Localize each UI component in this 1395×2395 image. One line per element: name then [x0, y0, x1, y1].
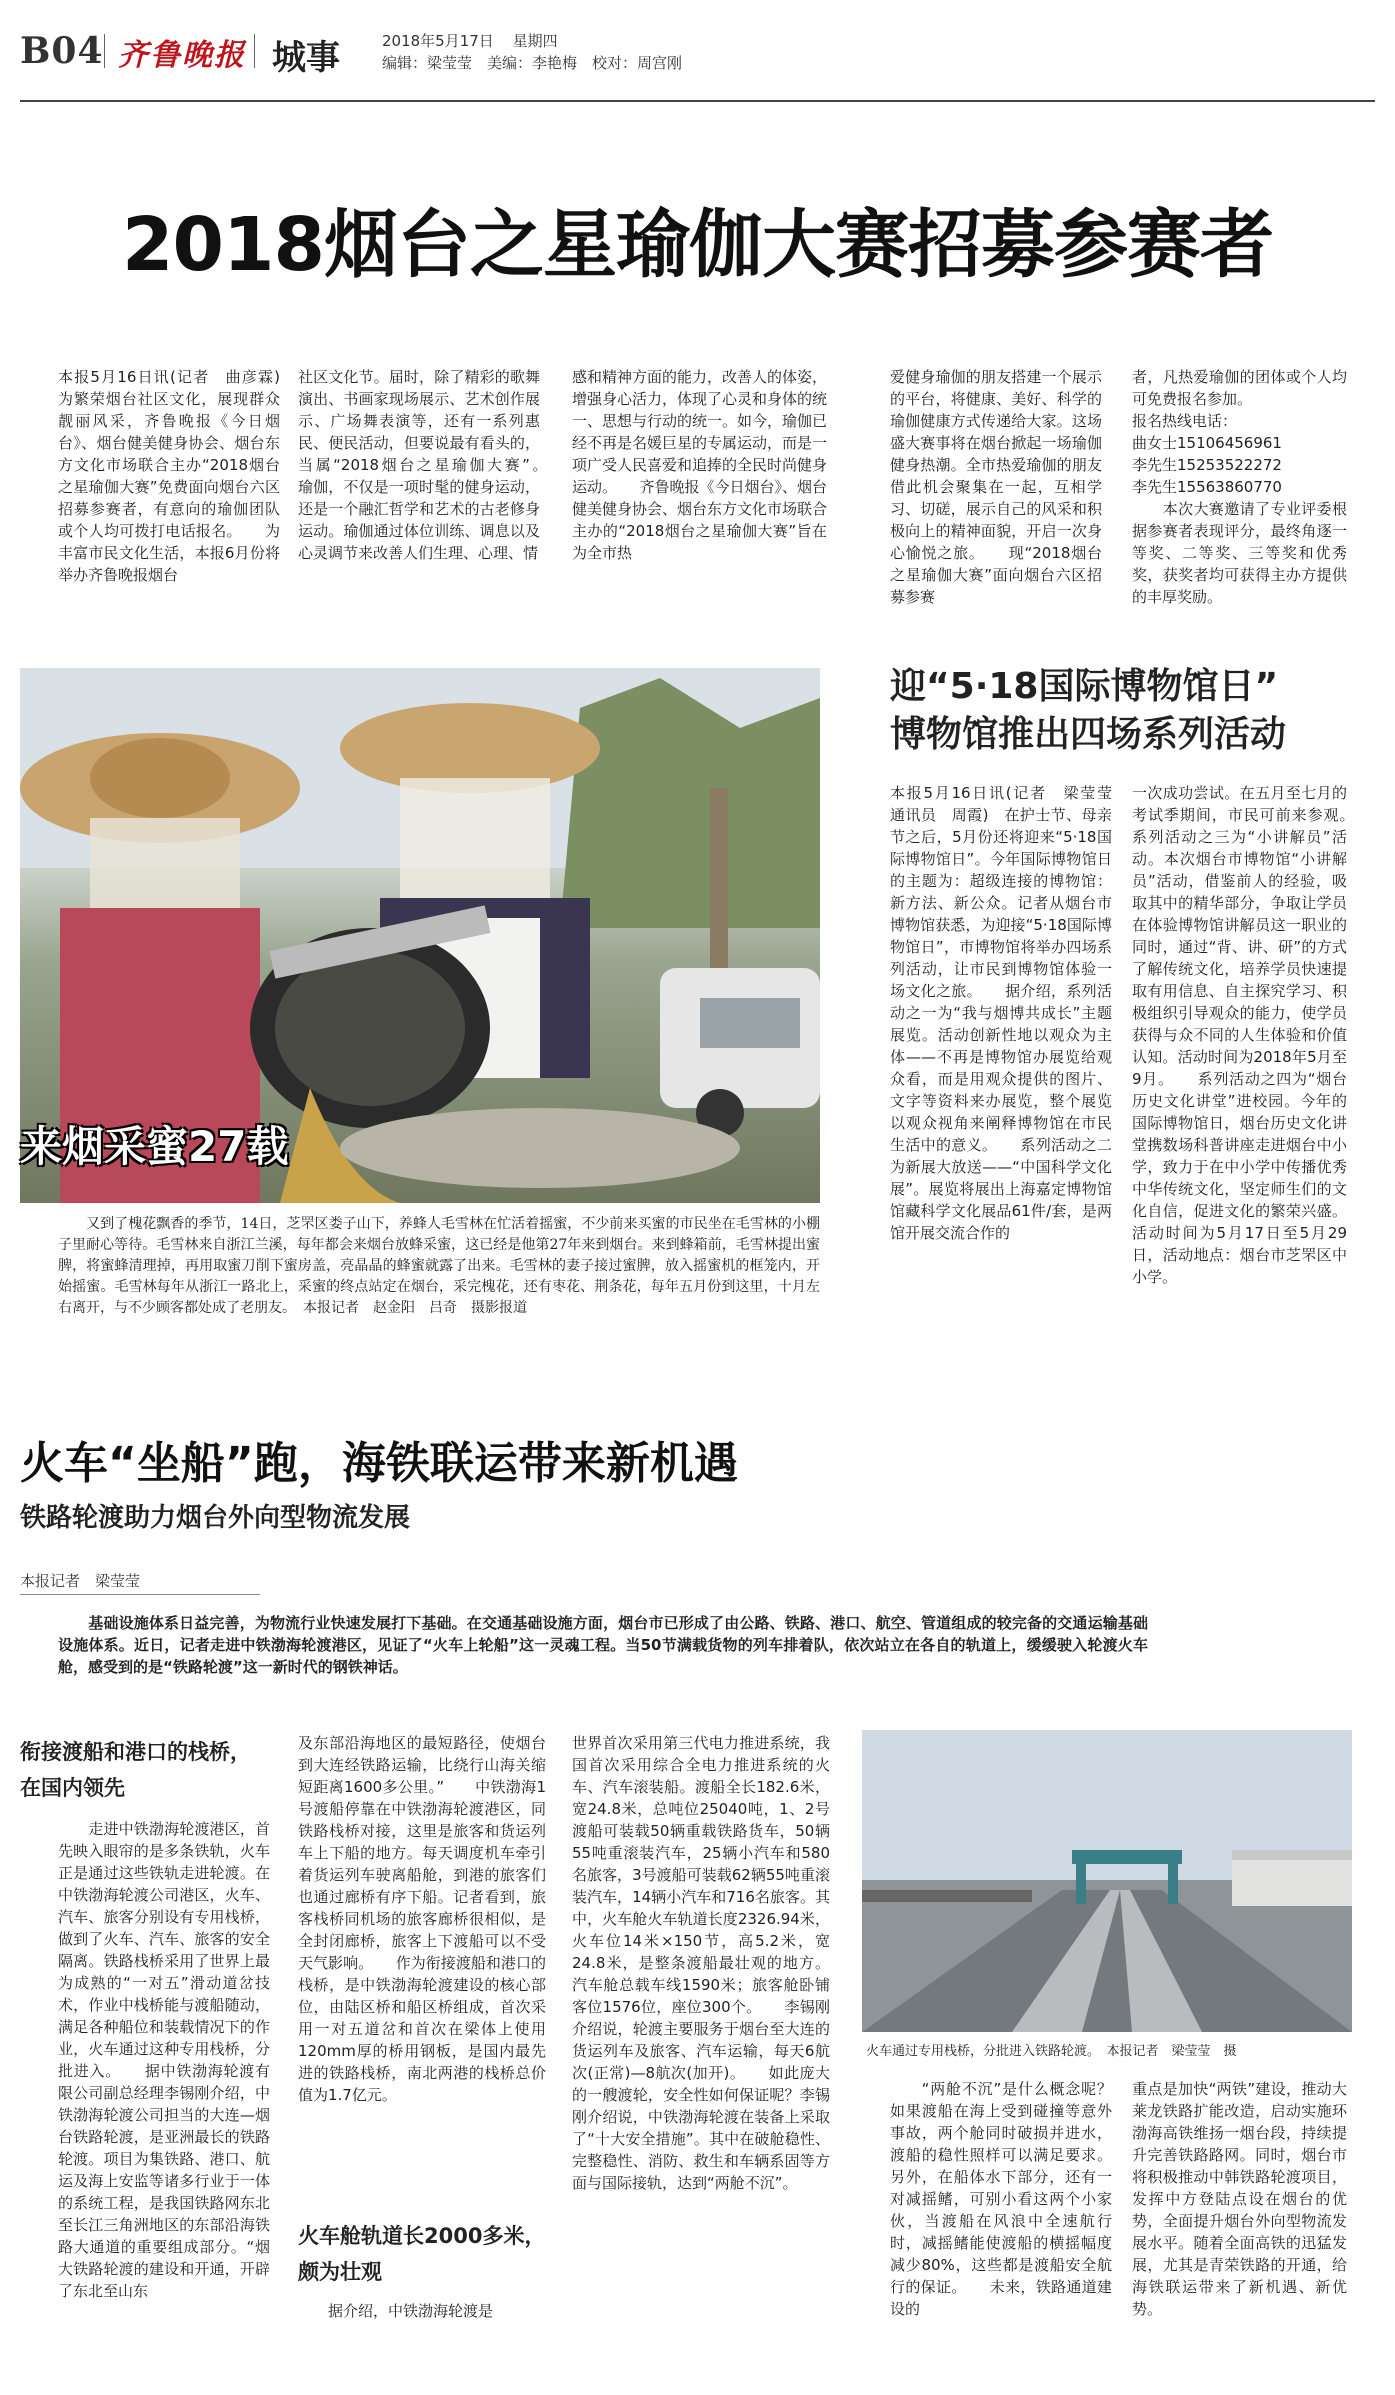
beekeeper-caption — [58, 1214, 820, 1364]
railferry-col-2b — [298, 2300, 546, 2340]
byline-rule — [20, 1594, 260, 1595]
railferry-sub1: 衔接渡船和港口的栈桥，在国内领先 — [20, 1740, 251, 1800]
museum-col-b — [1132, 782, 1378, 1374]
railferry-lead — [58, 1612, 1148, 1692]
museum-headline-1: 迎“5·18国际博物馆日” — [890, 666, 1279, 707]
railferry-col-1 — [58, 1818, 270, 2338]
railferry-col-2 — [298, 1732, 546, 2202]
phone-3: 李先生15563860770 — [1132, 478, 1282, 496]
railferry-text-1: 走进中铁渤海轮渡港区，首先映入眼帘的是多条铁轨，火车正是通过这些铁轨走进轮渡。在中铁渤海轮渡公司港区，火车、汽车、旅客分别设有专用栈桥，做到了火车、汽车、旅客的安全隔离。铁路栈桥采用了世界上最为成熟的“一对五”滑动道岔技术，作业中栈桥能与渡船随动，满足各种船位和装载情况下的作业，火车通过这种专用栈桥，分批进入。 据中铁渤海轮渡有限公司副总经理李锡刚介绍，中铁渤海轮渡公司担当的大连—烟台铁路轮渡，是亚洲最长的铁路轮渡。项目为集铁路、港口、航运及海上安监等诸多行业于一体的系统工程，是我国铁路网东北至长江三角洲地区的东部沿海铁路大通道的重要组成部分。“烟大铁路轮渡的建设和开通，开辟了东北至山东 — [58, 1820, 270, 2300]
editor-credits: 编辑：梁莹莹 美编：李艳梅 校对：周宫刚 — [382, 54, 683, 72]
yoga-text-1: 本报5月16日讯(记者 曲彦霖) 为繁荣烟台社区文化，展现群众靓丽风采，齐鲁晚报《今日烟台》、烟台健美健身协会、烟台东方文化市场联合主办“2018烟台之星瑜伽大赛”免费面向烟台六区招募参赛者，有意向的瑜伽团队或个人均可拨打电话报名。 为丰富市民文化生活，本报6月份将举办齐鲁晚报烟台 — [58, 368, 296, 584]
railferry-byline: 本报记者 梁莹莹 — [20, 1572, 141, 1590]
rail-bridge-caption: 火车通过专用栈桥，分批进入铁路轮渡。 本报记者 梁莹莹 摄 — [866, 2044, 1237, 2059]
railferry-headline: 火车“坐船”跑，海铁联运带来新机遇 — [20, 1438, 738, 1489]
photo-overlay-title: 来烟采蜜27载 — [20, 1122, 289, 1171]
yoga-col-4 — [890, 366, 1102, 606]
hotline-label: 报名热线电话： — [1132, 412, 1238, 430]
yoga-col-1 — [58, 366, 296, 606]
yoga-text-5a: 者，凡热爱瑜伽的团体或个人均可免费报名参加。 — [1132, 368, 1347, 408]
yoga-text-5b: 本次大赛邀请了专业评委根据参赛者表现评分，最终角逐一等奖、二等奖、三等奖和优秀奖，获奖者均可获得主办方提供的丰厚奖励。 — [1132, 500, 1347, 606]
railferry-text-5: 重点是加快“两铁”建设，推动大莱龙铁路扩能改造，启动实施环渤海高铁维扬一烟台段，持续提升完善铁路路网。同时，烟台市将积极推动中韩铁路轮渡项目，发挥中方登陆点设在烟台的优势，全面提升烟台外向型物流发展水平。随着全面高铁的迅猛发展，尤其是青荣铁路的开通，给海铁联运带来了新机遇、新优势。 — [1132, 2080, 1347, 2318]
yoga-text-3: 感和精神方面的能力，改善人的体姿，增强身心活力，体现了心灵和身体的统一、思想与行动的统一。如今，瑜伽已经不再是名媛巨星的专属运动，而是一项广受人民喜爱和追捧的全民时尚健身运动。 齐鲁晚报《今日烟台》、烟台健美健身协会、烟台东方文化市场联合主办的“2018烟台之星瑜伽大赛”旨在为全市热 — [572, 368, 828, 562]
railferry-text-2b: 据介绍，中铁渤海轮渡是 — [298, 2302, 494, 2320]
masthead-divider — [104, 34, 105, 68]
railferry-subhead: 铁路轮渡助力烟台外向型物流发展 — [20, 1503, 411, 1533]
railferry-text-4: “两舱不沉”是什么概念呢？如果渡船在海上受到碰撞等意外事故，两个舱同时破损并进水，渡船的稳性照样可以满足要求。另外，在船体水下部分，还有一对减摇鳍，可别小看这两个小家伙，当渡船在风浪中全速航行时，减摇鳍能使渡船的横摇幅度减少80%，这些都是渡船安全航行的保证。 未来，铁路通道建设的 — [890, 2080, 1112, 2318]
railferry-lead-text: 基础设施体系日益完善，为物流行业快速发展打下基础。在交通基础设施方面，烟台市已形成了由公路、铁路、港口、航空、管道组成的较完备的交通运输基础设施体系。近日，记者走进中铁渤海轮渡港区，见证了“火车上轮船”这一灵魂工程。当50节满载货物的列车排着队，依次站立在各自的轨道上，缓缓驶入轮渡火车舱，感受到的是“铁路轮渡”这一新时代的钢铁神话。 — [58, 1614, 1148, 1676]
yoga-col-3 — [572, 366, 827, 606]
railferry-col-4 — [890, 2078, 1112, 2340]
masthead-rule — [20, 100, 1375, 102]
railferry-text-3: 世界首次采用第三代电力推进系统，我国首次采用综合全电力推进系统的火车、汽车滚装船。渡船全长182.6米，宽24.8米，总吨位25040吨，1、2号渡船可装载50辆重载铁路货车，50辆55吨重滚装汽车，25辆小汽车和580名旅客，3号渡船可装载62辆55吨重滚装汽车，14辆小汽车和716名旅客。其中，火车舱火车轨道长度2326.94米，火车位14米×150节，高5.2米，宽24.8米，是整条渡船最壮观的地方。汽车舱总载车线1590米；旅客舱卧铺客位1576位，座位300个。 李锡刚介绍说，轮渡主要服务于烟台至大连的货运列车及旅客、汽车运输，每天6航次(正常)—8航次(加开)。 如此庞大的一艘渡轮，安全性如何保证呢？李锡刚介绍说，中铁渤海轮渡在装备上采取了“十大安全措施”。其中在破舱稳性、完整稳性、消防、救生和车辆系固等方面与国际接轨，达到“两舱不沉”。 — [572, 1734, 830, 2192]
beekeeper-photo — [20, 668, 820, 1203]
railferry-col-3 — [572, 1732, 830, 2342]
yoga-text-4: 爱健身瑜伽的朋友搭建一个展示的平台，将健康、美好、科学的瑜伽健康方式传递给大家。这场盛大赛事将在烟台掀起一场瑜伽健身热潮。全市热爱瑜伽的朋友借此机会聚集在一起，互相学习、切磋，展示自己的风采和积极向上的精神面貌，开启一次身心愉悦之旅。 现“2018烟台之星瑜伽大赛”面向烟台六区招募参赛 — [890, 368, 1102, 606]
issue-date — [382, 30, 558, 51]
phone-1: 曲女士15106456961 — [1132, 434, 1282, 452]
museum-col-a — [890, 782, 1128, 1374]
yoga-text-2: 社区文化节。届时，除了精彩的歌舞演出、书画家现场展示、艺术创作展示、广场舞表演等，还有一系列惠民、便民活动，但要说最有看头的，当属“2018烟台之星瑜伽大赛”。 瑜伽，不仅是一项时髦的健身运动，还是一个融汇哲学和艺术的古老修身运动。瑜伽通过体位训练、调息以及心灵调节来改善人们生理、心理、情 — [298, 368, 571, 562]
railferry-text-2: 及东部沿海地区的最短路径，使烟台到大连经铁路运输，比绕行山海关缩短距离1600多公里。” 中铁渤海1号渡船停靠在中铁渤海轮渡港区，同铁路栈桥对接，这里是旅客和货运列车上下船的地方。每天调度机车牵引着货运列车驶离船舱，到港的旅客们也通过廊桥有序下船。记者看到，旅客栈桥同机场的旅客廊桥很相似，是全封闭廊桥，旅客上下渡船可以不受天气影响。 作为衔接渡船和港口的栈桥，是中铁渤海轮渡建设的核心部位，由陆区桥和船区桥组成，首次采用一对五道岔和首次在梁体上使用120mm厚的桥用钢板，是国内最先进的铁路栈桥，南北两港的栈桥总价值为1.7亿元。 — [298, 1734, 546, 2104]
museum-text-b: 一次成功尝试。在五月至七月的考试季期间，市民可前来参观。 系列活动之三为“小讲解员”活动。本次烟台市博物馆“小讲解员”活动，借鉴前人的经验，吸取其中的精华部分，争取让学员在体验博物馆讲解员这一职业的同时，通过“背、讲、研”的方式了解传统文化，培养学员快速提取有用信息、自主探究学习、积极组织引导观众的能力，使学员获得与众不同的人生体验和价值认知。活动时间为2018年5月至9月。 系列活动之四为“烟台历史文化讲堂”进校园。今年的国际博物馆日，烟台历史文化讲堂携数场科普讲座走进烟台中小学，致力于在中小学中传播优秀中华传统文化，坚定师生们的文化自信，促进文化的繁荣兴盛。活动时间为5月17日至5月29日，活动地点：烟台市芝罘区中小学。 — [1132, 784, 1378, 1286]
rail-bridge-illustration — [862, 1730, 1352, 2032]
paper-logo: 齐鲁晚报 — [118, 38, 246, 73]
date-text: 2018年5月17日 — [382, 32, 494, 50]
beekeeper-caption-text: 又到了槐花飘香的季节，14日，芝罘区娄子山下，养蜂人毛雪林在忙活着摇蜜，不少前来买蜜的市民坐在毛雪林的小棚子里耐心等待。毛雪林来自浙江兰溪，每年都会来烟台放蜂采蜜，这已经是他第27年来到烟台。来到蜂箱前，毛雪林提出蜜脾，将蜜蜂清理掉，再用取蜜刀削下蜜房盖，亮晶晶的蜂蜜就露了出来。毛雪林的妻子接过蜜脾，放入摇蜜机的框笼内，开始摇蜜。毛雪林每年从浙江一路北上，采蜜的终点站定在烟台，采完槐花，还有枣花、荆条花，每年五月份到这里，十月左右离开，与不少顾客都处成了老朋友。 本报记者 赵金阳 吕奇 摄影报道 — [58, 1216, 820, 1316]
yoga-headline: 2018烟台之星瑜伽大赛招募参赛者 — [122, 202, 1273, 288]
masthead-divider-2 — [254, 34, 255, 68]
railferry-col-5 — [1132, 2078, 1347, 2340]
weekday-text: 星期四 — [512, 32, 558, 50]
rail-bridge-photo — [862, 1730, 1352, 2032]
section-name: 城事 — [272, 38, 340, 78]
yoga-col-2 — [298, 366, 571, 606]
museum-headline-2: 博物馆推出四场系列活动 — [890, 714, 1287, 755]
page-code: B04 — [20, 30, 104, 72]
railferry-sub2: 火车舱轨道长2000多米，颇为壮观 — [298, 2224, 546, 2284]
phone-2: 李先生15253522272 — [1132, 456, 1282, 474]
yoga-col-5 — [1132, 366, 1347, 636]
museum-text-a: 本报5月16日讯(记者 梁莹莹 通讯员 周霞) 在护士节、母亲节之后，5月份还将迎来“5·18国际博物馆日”。今年国际博物馆日的主题为：超级连接的博物馆：新方法、新公众。记者从烟台市博物馆获悉，为迎接“5·18国际博物馆日”，市博物馆将举办四场系列活动，让市民到博物馆体验一场文化之旅。 据介绍，系列活动之一为“我与烟博共成长”主题展览。活动创新性地以观众为主体——不再是博物馆办展览给观众看，而是用观众提供的图片、文字等资料来办展览，整个展览以观众视角来阐释博物馆在市民生活中的意义。 系列活动之二为新展大放送——“中国科学文化展”。展览将展出上海嘉定博物馆馆藏科学文化展品61件/套，是两馆开展交流合作的 — [890, 784, 1128, 1242]
